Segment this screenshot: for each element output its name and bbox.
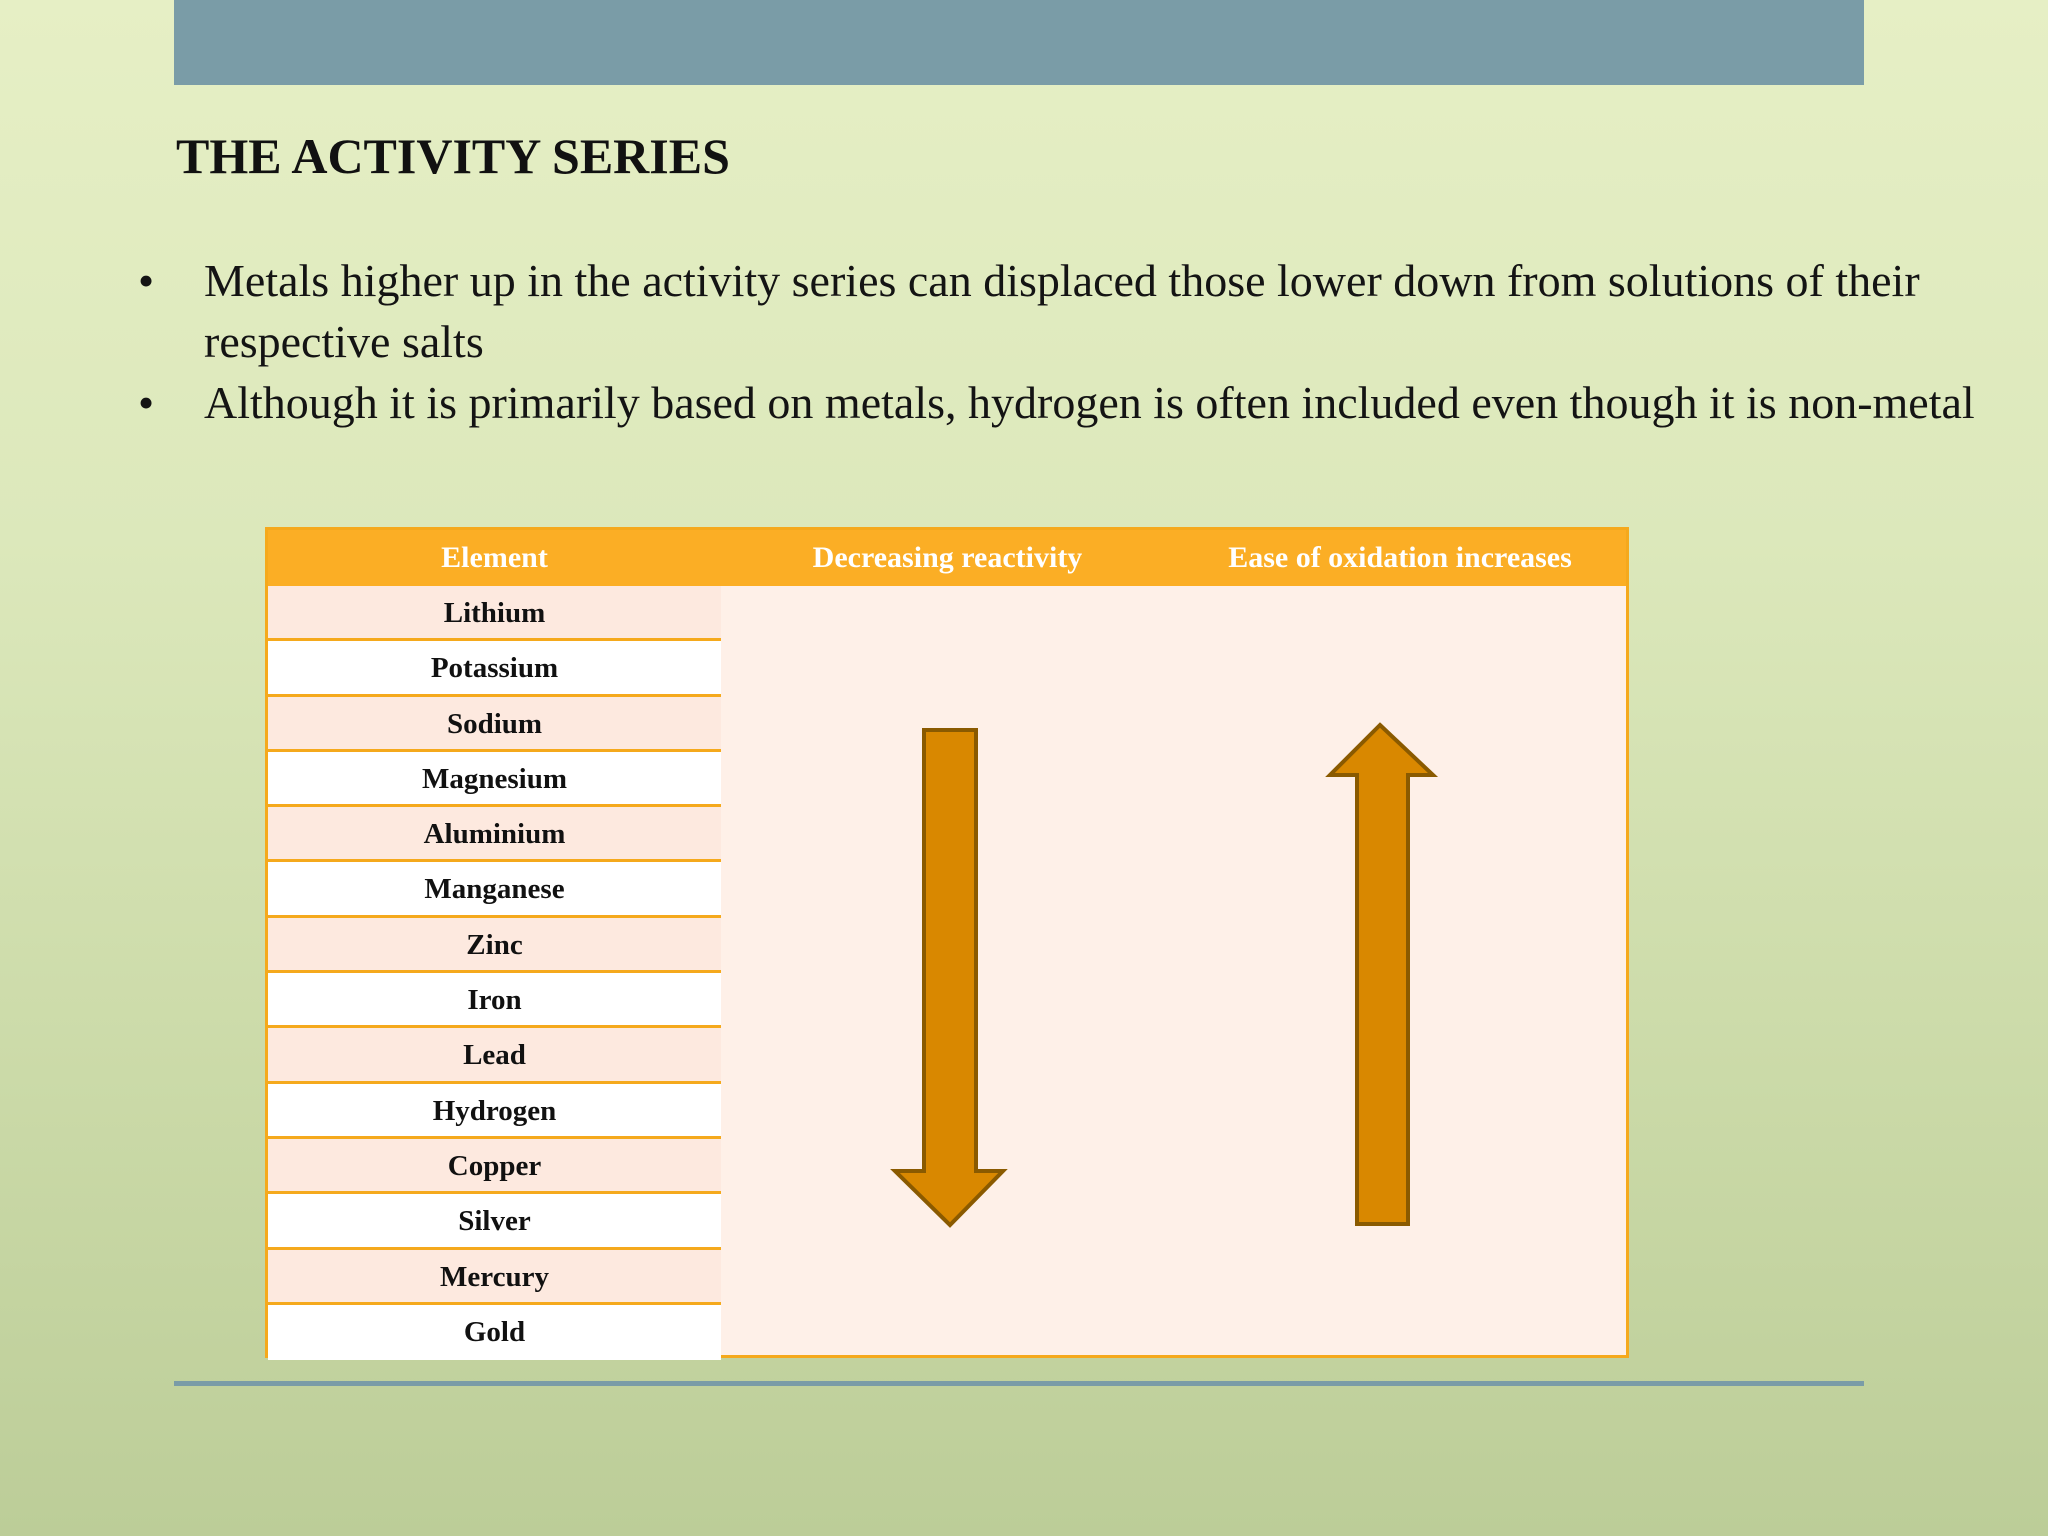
slide-title: THE ACTIVITY SERIES	[176, 128, 730, 184]
bullet-dot-icon: •	[138, 377, 155, 428]
bullet-item-1	[0, 250, 2048, 372]
top-accent-bar	[174, 0, 1864, 85]
table-row: Silver	[268, 1194, 721, 1249]
table-row: Lithium	[268, 586, 721, 641]
table-row: Sodium	[268, 697, 721, 752]
table-row: Aluminium	[268, 807, 721, 862]
header-decreasing-reactivity: Decreasing reactivity	[812, 541, 1083, 574]
table-row: Lead	[268, 1028, 721, 1083]
down-arrow-icon	[895, 730, 1003, 1225]
header-ease-of-oxidation: Ease of oxidation increases	[1228, 541, 1572, 574]
up-arrow-icon	[1330, 725, 1433, 1224]
table-row: Iron	[268, 973, 721, 1028]
table-row: Gold	[268, 1305, 721, 1360]
bullet-item-2	[0, 372, 2048, 433]
activity-series-table	[265, 527, 1629, 1358]
table-row: Zinc	[268, 918, 721, 973]
table-row: Mercury	[268, 1250, 721, 1305]
arrows-layer	[268, 530, 1626, 1355]
bullet-list	[0, 250, 2048, 433]
bullet-dot-icon: •	[138, 255, 155, 306]
table-row: Magnesium	[268, 752, 721, 807]
table-row: Potassium	[268, 641, 721, 696]
table-row: Copper	[268, 1139, 721, 1194]
table-row: Manganese	[268, 862, 721, 917]
header-element: Element	[441, 541, 548, 574]
bottom-divider	[174, 1381, 1864, 1386]
table-row: Hydrogen	[268, 1084, 721, 1139]
bullet-text-1: Metals higher up in the activity series can displaced those lower down from solutions of their respective salts	[204, 255, 1920, 367]
bullet-text-2: Although it is primarily based on metals, hydrogen is often included even though it is non-metal	[204, 377, 1975, 428]
